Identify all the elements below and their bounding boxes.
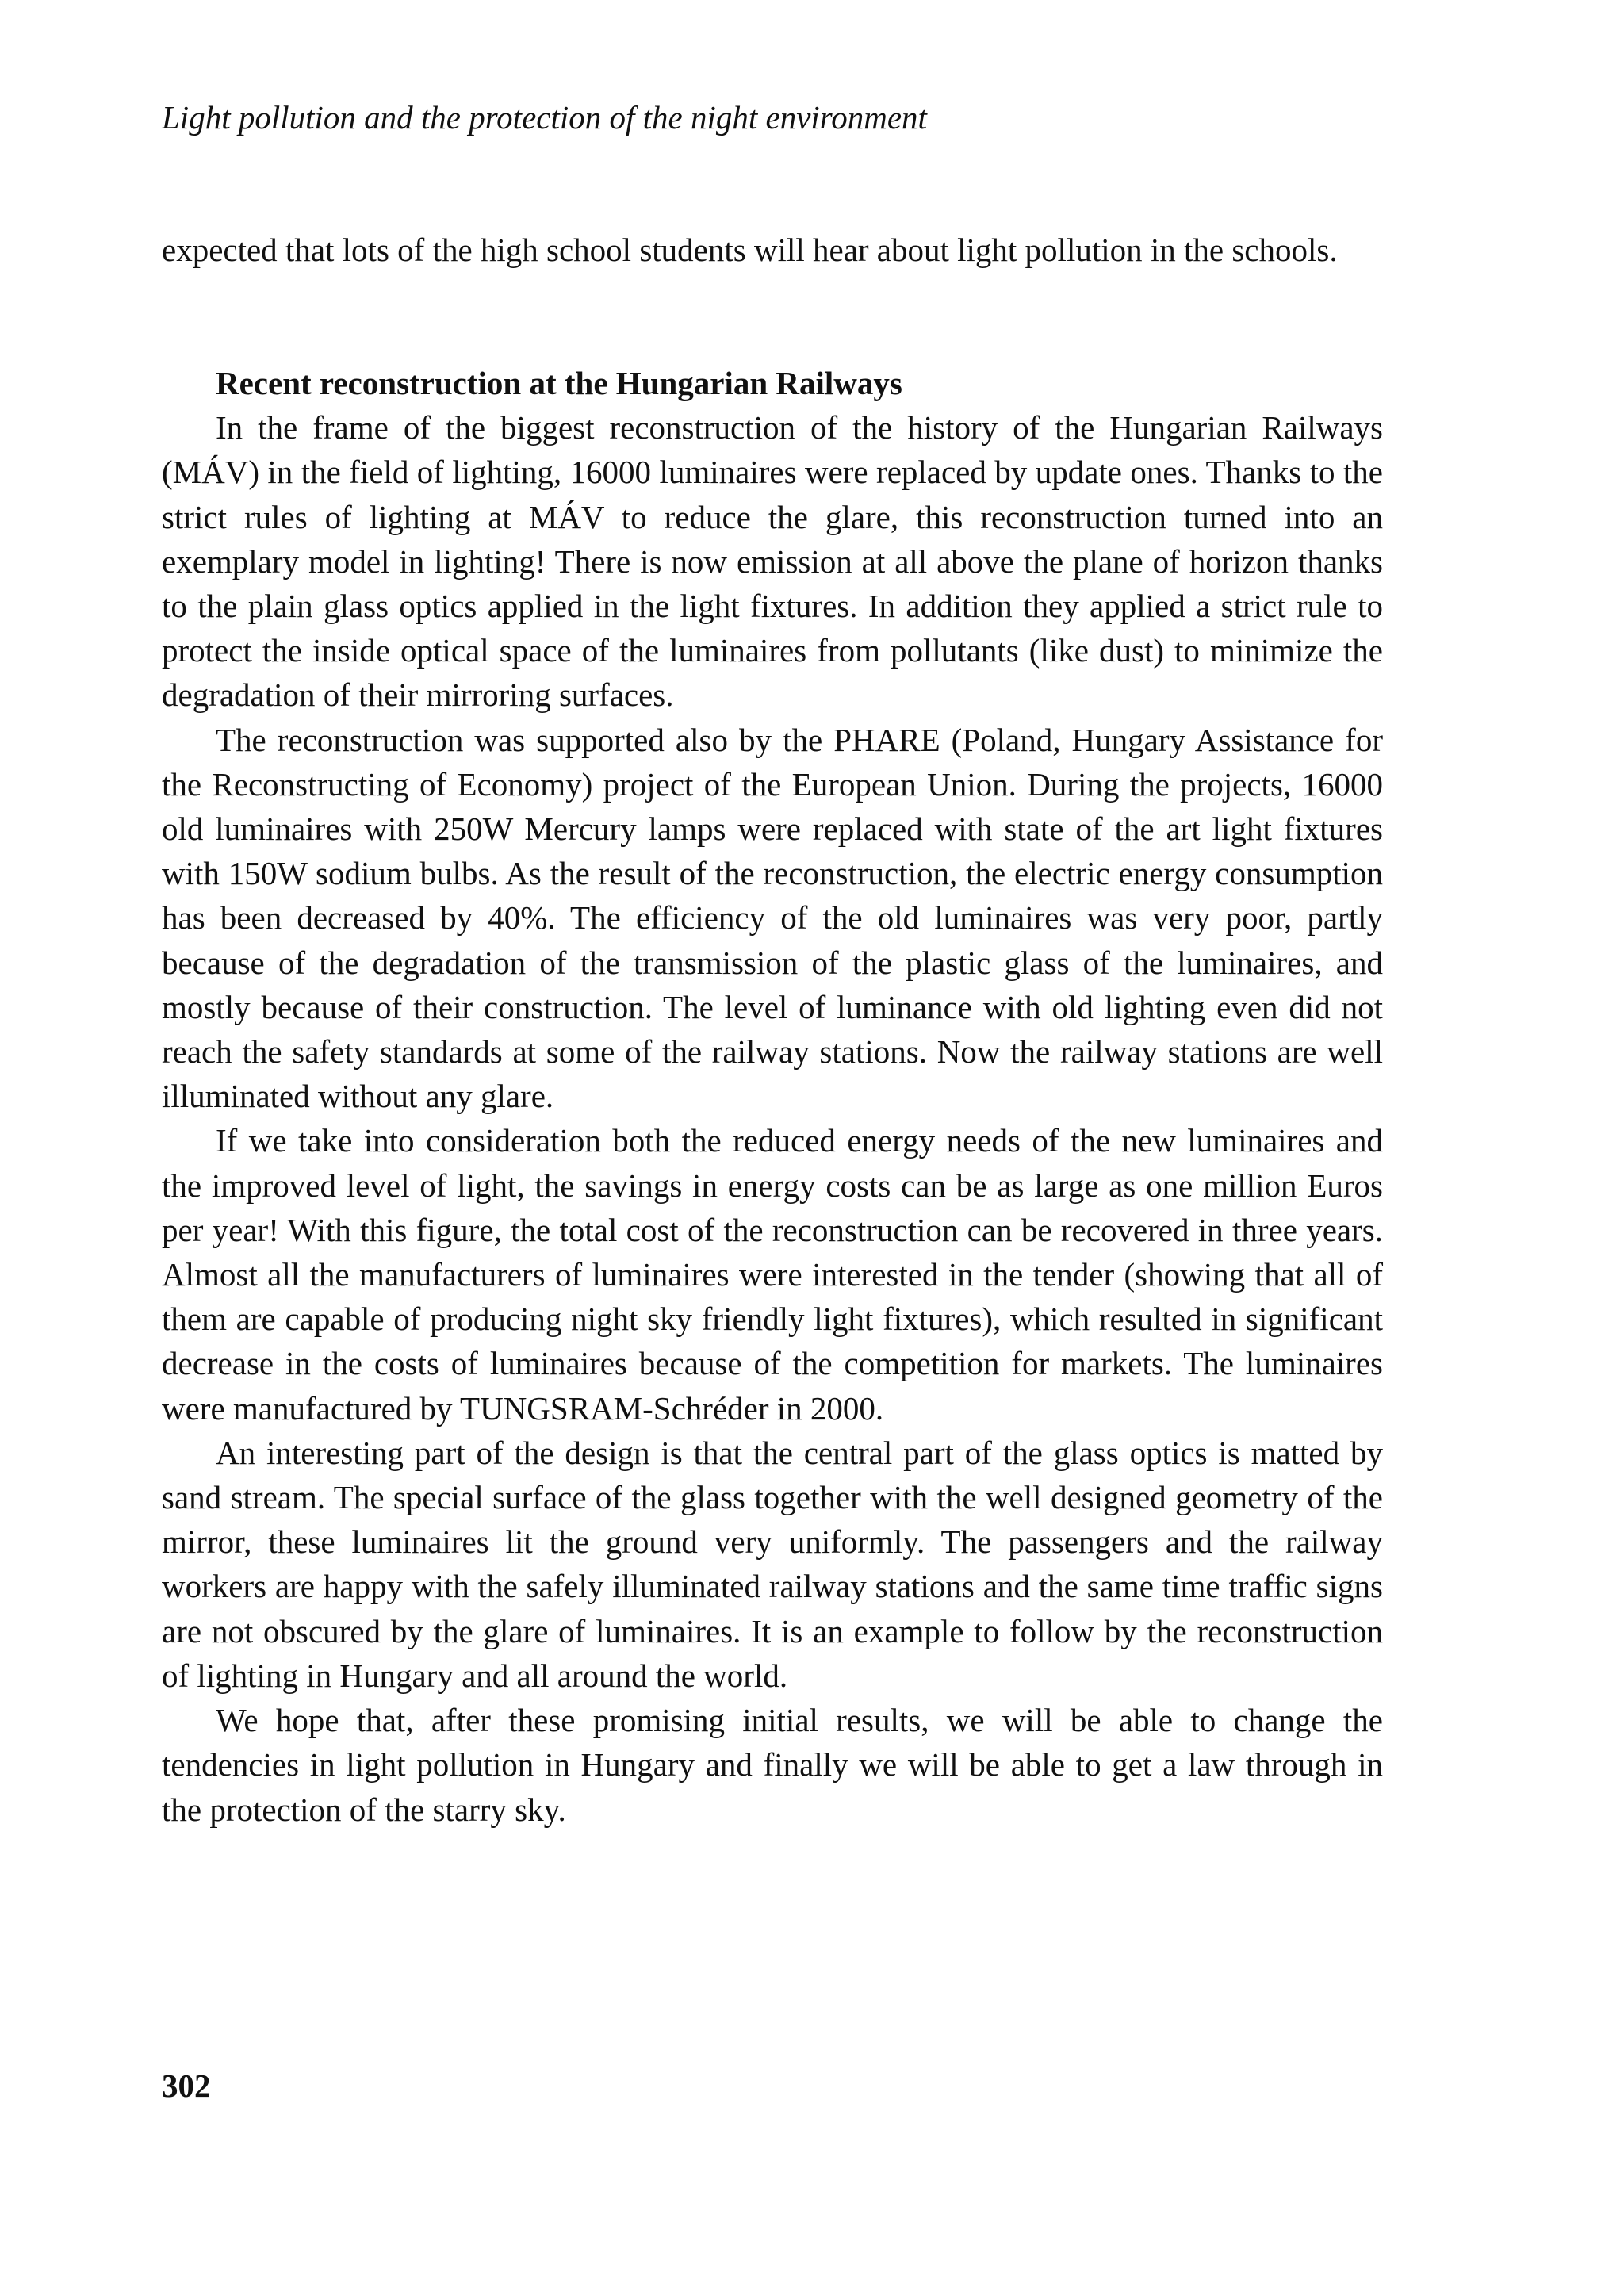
body-paragraph-4: An interesting part of the design is that the central part of the glass optics is matted by sand stream. The special surface of the glass together with the well designed geometry of the mirror, these luminaires lit the ground very uniformly. The passengers and the railway workers are happy with the safely illuminated railway stations and the same time traffic signs are not obscured by the glare of luminaires. It is an example to follow by the reconstruction of lighting in Hungary and all around the world. (162, 1434, 1383, 1694)
body-paragraph-2: The reconstruction was supported also by the PHARE (Poland, Hungary Assistance for the Reconstructing of Economy) project of the European Union. During the projects, 16000 old luminaires with 250W Mercury lamps were replaced with state of the art light fixtures with 150W sodium bulbs. As the result of the reconstruction, the electric energy consumption has been decreased by 40%. The efficiency of the old luminaires was very poor, partly because of the degradation of the transmission of the plastic glass of the luminaires, and mostly because of their construction. The level of luminance with old lighting even did not reach the safety standards at some of the railway stations. Now the railway stations are well illuminated without any glare. (162, 721, 1383, 1115)
page-number: 302 (162, 2067, 211, 2104)
intro-block (162, 228, 1383, 272)
section-railways (162, 361, 1383, 1832)
section-heading: Recent reconstruction at the Hungarian Railways (216, 365, 902, 401)
body-paragraph-3: If we take into consideration both the reduced energy needs of the new luminaires and the improved level of light, the savings in energy costs can be as large as one million Euros per year! With this figure, the total cost of the reconstruction can be recovered in three years. Almost all the manufacturers of luminaires were interested in the tender (showing that all of them are capable of producing night sky friendly light fixtures), which resulted in significant decrease in the costs of luminaires because of the competition for markets. The luminaires were manufactured by TUNGSRAM-Schréder in 2000. (162, 1122, 1383, 1427)
body-paragraph-5: We hope that, after these promising initial results, we will be able to change the tendencies in light pollution in Hungary and finally we will be able to get a law through in the protection of the starry sky. (162, 1702, 1383, 1828)
running-header: Light pollution and the protection of the night environment (162, 99, 927, 136)
intro-paragraph: expected that lots of the high school students will hear about light pollution in the schools. (162, 232, 1338, 268)
body-paragraph-1: In the frame of the biggest reconstruction of the history of the Hungarian Railways (MÁV) in the field of lighting, 16000 luminaires were replaced by update ones. Thanks to the strict rules of lighting at MÁV to reduce the glare, this reconstruction turned into an exemplary model in lighting! There is now emission at all above the plane of horizon thanks to the plain glass optics applied in the light fixtures. In addition they applied a strict rule to protect the inside optical space of the luminaires from pollutants (like dust) to minimize the degradation of their mirroring surfaces. (162, 409, 1383, 714)
